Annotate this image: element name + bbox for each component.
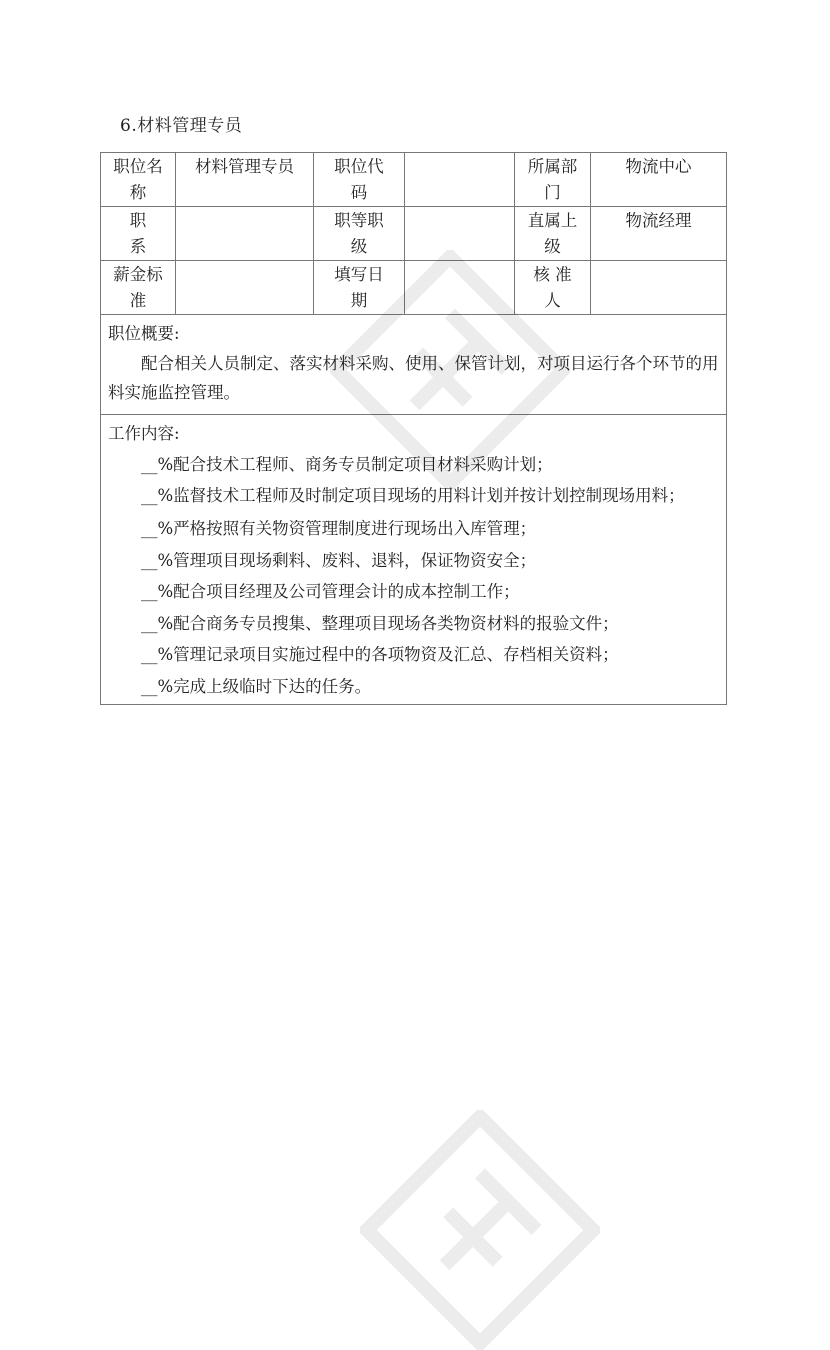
label-line: 职等职 [334, 211, 384, 230]
label-line: 直属上 [527, 211, 578, 230]
duty-item: __%配合商务专员搜集、整理项目现场各类物资材料的报验文件； [141, 613, 619, 633]
label-position-code [314, 153, 405, 206]
duty-item: __%管理项目现场剩料、废料、退料，保证物资安全； [141, 550, 537, 570]
summary-heading: 职位概要: [108, 324, 180, 343]
label-line: 门 [544, 183, 561, 202]
label-approver [515, 261, 591, 314]
label-department [515, 153, 591, 206]
position-summary-section [101, 315, 726, 415]
table-row [101, 261, 726, 315]
value-direct-supervisor: 物流经理 [625, 211, 692, 230]
value-position-code [405, 153, 515, 206]
work-content-section [101, 415, 726, 705]
label-line: 核 准 [533, 265, 572, 284]
value-job-grade [405, 207, 515, 260]
label-job-grade [314, 207, 405, 260]
value-position-name: 材料管理专员 [176, 153, 314, 206]
label-line: 所属部 [527, 157, 578, 176]
watermark-icon [360, 1110, 600, 1350]
duty-item: __%配合项目经理及公司管理会计的成本控制工作； [141, 582, 520, 601]
duty-item: __%完成上级临时下达的任务。 [141, 676, 372, 696]
duty-item: __%管理记录项目实施过程中的各项物资及汇总、存档相关资料； [141, 645, 619, 664]
duty-item: __%严格按照有关物资管理制度进行现场出入库管理； [141, 519, 537, 538]
value-job-family [176, 207, 314, 260]
value-salary-standard [176, 261, 314, 314]
label-line: 码 [350, 183, 368, 202]
label-line: 称 [129, 183, 147, 202]
label-line: 职 [129, 211, 147, 230]
label-job-family [101, 207, 176, 260]
value-department: 物流中心 [625, 157, 692, 176]
label-salary-standard [101, 261, 176, 314]
label-line: 填写日 [334, 265, 384, 284]
table-row [101, 153, 726, 207]
label-line: 职位名 [113, 157, 163, 176]
label-line: 系 [129, 237, 147, 256]
duties-heading: 工作内容: [108, 423, 180, 443]
table-row [101, 207, 726, 261]
value-fill-date [405, 261, 515, 314]
label-line: 级 [544, 237, 561, 256]
job-description-table [100, 152, 727, 705]
label-line: 职位代 [334, 157, 384, 176]
label-line: 人 [544, 291, 561, 310]
label-direct-supervisor [515, 207, 591, 260]
duty-item: __%配合技术工程师、商务专员制定项目材料采购计划； [141, 455, 553, 474]
label-line: 期 [350, 291, 368, 310]
summary-text: 配合相关人员制定、落实材料采购、使用、保管计划，对项目运行各个环节的用料实施监控管理。 [108, 353, 719, 402]
label-line: 级 [350, 237, 368, 256]
label-position-name [101, 153, 176, 206]
duty-item: __%监督技术工程师及时制定项目现场的用料计划并按计划控制现场用料； [141, 485, 685, 505]
label-line: 薪金标 [113, 265, 163, 284]
label-line: 准 [129, 291, 147, 310]
label-fill-date [314, 261, 405, 314]
value-approver [591, 261, 726, 314]
section-title: 6.材料管理专员 [120, 116, 243, 136]
